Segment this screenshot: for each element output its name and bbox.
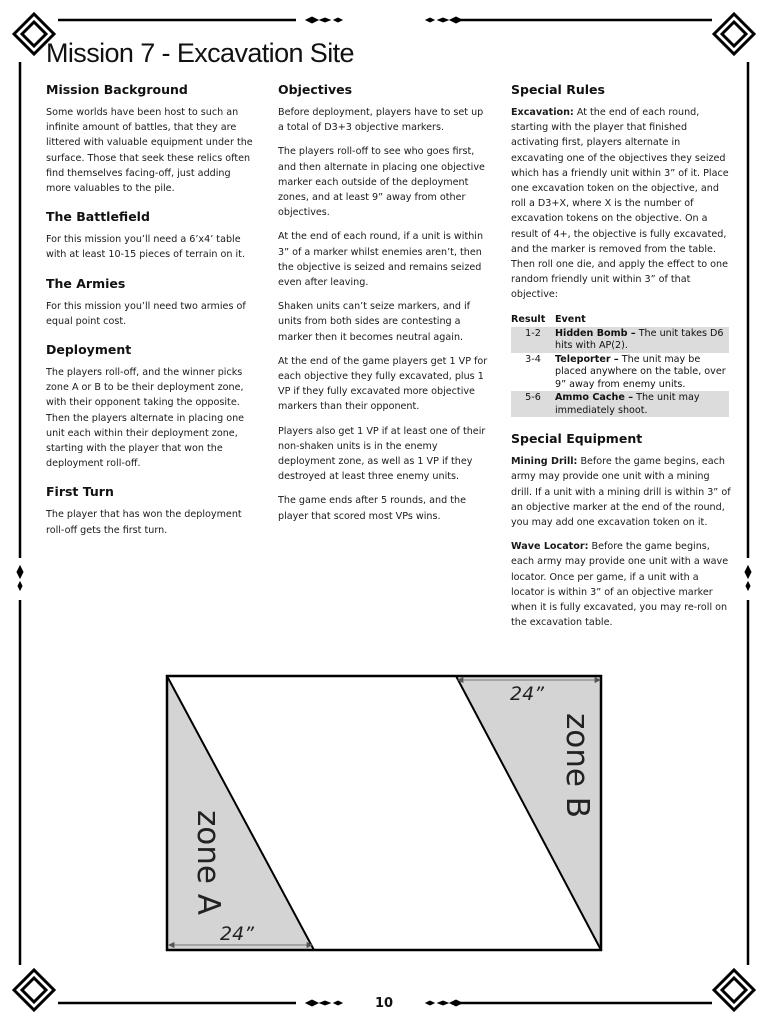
zone-a-label: zone A: [190, 810, 226, 916]
mining-drill-rule: [511, 454, 731, 530]
special-rules-heading: Special Rules: [511, 82, 605, 97]
first-turn-text: The player that has won the deployment roll-off gets the first turn.: [46, 509, 242, 536]
special-equipment-heading: Special Equipment: [511, 431, 643, 447]
mining-drill-label: Mining Drill:: [511, 456, 578, 468]
page-title: Mission 7 - Excavation Site: [46, 38, 354, 68]
excavation-label: Excavation:: [511, 107, 574, 118]
event-name: Ammo Cache –: [555, 392, 634, 404]
table-cell-event: [555, 353, 729, 392]
zone-b-width-label: 24”: [510, 683, 545, 705]
objectives-paragraph: The players roll-off to see who goes first, and then alternate in placing one objective marker each outside of the deployment zones, and at least 9” away from other objectives.: [278, 146, 485, 219]
objectives-paragraph: At the end of each round, if a unit is within 3” of a marker whilst enemies aren’t, then the objective is seized and remains seized even after leaving.: [278, 231, 484, 289]
column-left: [46, 82, 258, 547]
battlefield-text: For this mission you’ll need a 6’x4’ table with at least 10-15 pieces of terrain on it.: [46, 234, 245, 261]
zone-a-width-label: 24”: [220, 923, 255, 945]
zone-a-area: [167, 676, 314, 950]
event-effect: The unit may be placed anywhere on the table, over 9” away from enemy units.: [555, 353, 726, 390]
event-name: Teleporter –: [555, 353, 619, 365]
battlefield-heading: The Battlefield: [46, 209, 150, 225]
armies-text: For this mission you’ll need two armies of equal point cost.: [46, 300, 246, 327]
objectives-paragraph: Players also get 1 VP if at least one of their non-shaken units is in the enemy deployment zone, as well as 1 VP if they destroyed at least three enemy units.: [278, 425, 486, 483]
event-effect: The unit may immediately shoot.: [555, 392, 700, 416]
column-middle: [278, 82, 488, 533]
event-effect: The unit takes D6 hits with AP(2).: [555, 327, 724, 352]
table-row: [511, 391, 729, 417]
mining-drill-text: Before the game begins, each army may provide one unit with a mining drill. If a unit with a mining drill is within 3” of an objective marker at the end of the round, you may add one excavation token on it.: [511, 456, 731, 528]
table-cell-result: 5-6: [511, 391, 555, 417]
deployment-text: The players roll-off, and the winner picks zone A or B to be their deployment zone, with their opponent taking the opposite. Then the players alternate in placing one unit each within their deployment zone, starting with the player that won the deployment roll-off.: [46, 367, 245, 470]
mission-background-text: Some worlds have been host to such an infinite amount of battles, that they are littered with valuable equipment under the surface. Those that seek these relics often find themselves facing-off, just adding more valuables to the pile.: [46, 107, 253, 195]
page-number: 10: [374, 996, 394, 1011]
armies-heading: The Armies: [46, 275, 126, 291]
deployment-map: [160, 668, 610, 958]
table-header-event: Event: [555, 313, 586, 325]
wave-locator-text: Before the game begins, each army may provide one unit with a wave locator. Once per game, if a unit with a locator is within 3” of an objective marker when it is fully excavated, you may re-roll on the excavation table.: [511, 541, 729, 629]
objectives-paragraph: Shaken units can’t seize markers, and if units from both sides are contesting a marker then it becomes neutral again.: [278, 301, 471, 343]
deployment-heading: Deployment: [46, 342, 132, 358]
objectives-heading: Objectives: [278, 82, 353, 97]
excavation-table: [511, 312, 729, 418]
table-row: [511, 327, 729, 353]
event-name: Hidden Bomb –: [555, 327, 636, 339]
wave-locator-label: Wave Locator:: [511, 541, 589, 553]
zone-b-label: zone B: [559, 713, 595, 819]
column-right: [511, 82, 731, 639]
wave-locator-rule: [511, 539, 731, 630]
table-header-result: Result: [511, 313, 546, 325]
excavation-rule: [511, 105, 731, 303]
table-cell-event: [555, 391, 729, 417]
table-cell-event: [555, 327, 729, 353]
objectives-paragraph: The game ends after 5 rounds, and the player that scored most VPs wins.: [278, 495, 466, 522]
first-turn-heading: First Turn: [46, 484, 114, 500]
excavation-text: At the end of each round, starting with the player that finished activating first, players alternate in excavating one of the objectives they seized which has a friendly unit within 3” of it. Place one excavation token on the objective, and roll a D3+X, where X is the number of excavation tokens on the objective. On a result of 4+, the objective is fully excavated, and the marker is removed from the table. Then roll one die, and apply the effect to one random friendly unit within 3” of that objective:: [511, 107, 729, 301]
table-cell-result: 3-4: [525, 353, 541, 365]
objectives-paragraph: Before deployment, players have to set up a total of D3+3 objective markers.: [278, 107, 484, 134]
objectives-paragraph: At the end of the game players get 1 VP for each objective they fully excavated, plus 1 VP if they fully excavated more objective markers than their opponent.: [278, 355, 488, 413]
table-row: [511, 353, 729, 392]
mission-background-heading: Mission Background: [46, 82, 188, 97]
table-cell-result: 1-2: [511, 327, 555, 353]
